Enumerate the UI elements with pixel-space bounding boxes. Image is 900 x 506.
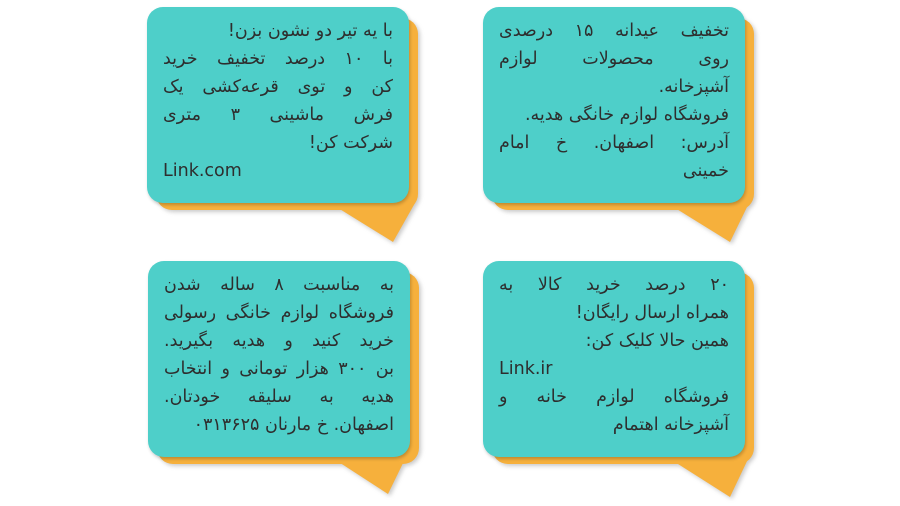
bubble-text-line: خمینی: [682, 161, 729, 181]
bubble-text-line: هدیه به سلیقه خودتان.: [164, 387, 394, 407]
link-url[interactable]: Link.ir: [499, 359, 553, 379]
bubble-text-line: فروشگاه لوازم خانگی رسولی: [164, 303, 394, 323]
sms-bubble-top-left: [147, 7, 447, 257]
bubble-text-line: بن ۳۰۰ هزار تومانی و انتخاب: [164, 359, 394, 379]
bubble-body: [483, 7, 745, 203]
bubble-text-line: روی محصولات لوازم: [499, 49, 729, 69]
bubble-text-line: همراه ارسال رایگان!: [575, 303, 729, 323]
bubble-body: [483, 261, 745, 457]
bubble-text-line: اصفهان. خ مارنان ۰۳۱۳۶۲۵: [193, 415, 394, 435]
sms-bubble-bottom-left: [148, 261, 448, 506]
sms-bubble-bottom-right: [483, 261, 783, 506]
bubble-tail-icon: [667, 203, 749, 242]
bubble-text-line: فرش ماشینی ۳ متری: [163, 105, 393, 125]
bubble-text-line: کن و توی قرعه‌کشی یک: [163, 77, 393, 97]
link-url[interactable]: Link.com: [163, 161, 242, 181]
bubble-body: [147, 7, 409, 203]
bubble-body: [148, 261, 410, 457]
bubble-text-line: با ۱۰ درصد تخفیف خرید: [163, 49, 393, 69]
bubble-tail-icon: [331, 457, 406, 494]
bubble-text-line: فروشگاه لوازم خانه و: [499, 387, 729, 407]
bubble-text-line: ۲۰ درصد خرید کالا به: [499, 275, 729, 295]
bubble-text-line: با یه تیر دو نشون بزن!: [227, 21, 393, 41]
bubble-text-line: آشپزخانه.: [658, 77, 729, 97]
bubble-tail-icon: [667, 457, 749, 497]
bubble-text-line: تخفیف عیدانه ۱۵ درصدی: [499, 21, 729, 41]
bubble-text-line: شرکت کن!: [308, 133, 393, 153]
bubble-text-line: همین حالا کلیک کن:: [585, 331, 729, 351]
bubble-text-line: آدرس: اصفهان. خ امام: [499, 133, 729, 153]
bubble-text-line: آشپزخانه اهتمام: [612, 415, 729, 435]
bubble-tail-icon: [330, 203, 415, 242]
bubble-text-line: خرید کنید و هدیه بگیرید.: [164, 331, 394, 351]
bubble-text-line: فروشگاه لوازم خانگی هدیه.: [524, 105, 729, 125]
bubble-text-line: به مناسبت ۸ ساله شدن: [164, 275, 394, 295]
sms-bubble-top-right: [483, 7, 783, 257]
